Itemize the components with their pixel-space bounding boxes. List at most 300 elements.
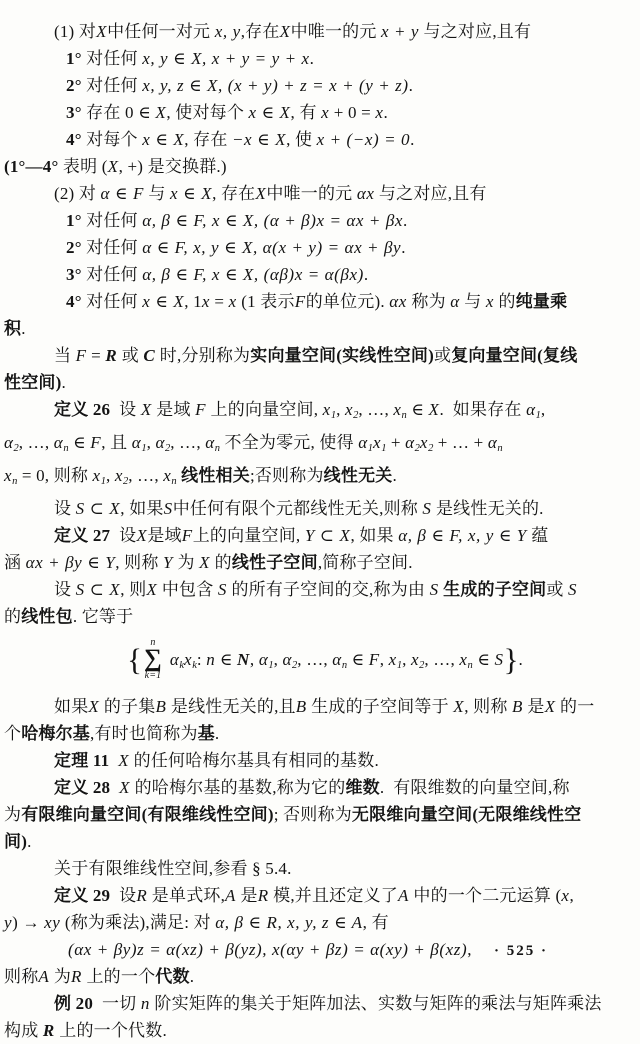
text-run: .: [410, 130, 415, 149]
text-run: 是: [522, 697, 545, 717]
generated-subspace-cont: [4, 603, 616, 630]
math-run: x, y, z ∈ X, (x + y) + z = x + (y + z): [142, 76, 409, 95]
text-run: 的子集: [99, 697, 156, 717]
text-run: .: [363, 265, 369, 284]
text-run: 线性子空间: [231, 553, 318, 572]
text-run: .: [61, 373, 66, 392]
text-run: k: [192, 660, 197, 672]
math-run: B: [511, 697, 523, 717]
example-20: [4, 990, 616, 1017]
text-run: 一切: [93, 994, 141, 1014]
math-run: X: [136, 526, 148, 545]
text-run: 设: [54, 580, 76, 599]
text-run: ,: [379, 650, 389, 670]
text-run: ,: [249, 650, 259, 670]
text-run: (称为乘法),满足: 对: [60, 913, 216, 933]
text-run: 2°: [66, 76, 82, 95]
axiom-2-4-cont: [4, 315, 616, 342]
math-run: Y ⊂ X: [304, 526, 351, 545]
definition-29: [4, 882, 616, 909]
text-run: 对任何: [81, 211, 143, 230]
text-run: 是域: [147, 526, 182, 545]
text-run: , 使对每个: [166, 103, 249, 122]
math-run: n: [206, 650, 216, 670]
definition-28-cont-1: [4, 801, 616, 828]
text-run: , …,: [128, 466, 164, 485]
math-run: α: [332, 650, 342, 670]
math-run: x: [344, 400, 354, 419]
text-run: 对每个: [81, 130, 143, 149]
math-run: S: [217, 580, 227, 599]
math-run: α: [205, 433, 215, 452]
math-run: R: [71, 967, 83, 987]
math-run: X: [107, 157, 119, 176]
math-run: X: [118, 751, 130, 771]
math-run: α, β ∈ F, x ∈ X, (α + β)x = αx + βx: [142, 211, 404, 230]
math-run: Y: [163, 553, 174, 572]
math-run: x: [228, 292, 237, 311]
text-run: , …,: [170, 433, 206, 452]
text-run: , 有: [362, 913, 389, 933]
math-run: αx: [356, 184, 375, 203]
text-run: 中任何有限个元都线性无关,则称: [172, 499, 423, 518]
text-run: 的哈梅尔基的基数,称为它的: [130, 778, 346, 798]
text-run: .: [401, 238, 406, 257]
text-run: 定义 29: [54, 886, 111, 906]
text-run: 对任何: [81, 49, 143, 68]
text-run: , 则称: [464, 697, 512, 717]
text-run: 中唯一的元: [266, 184, 357, 203]
axiom-1-1: [4, 45, 616, 72]
text-run: 对任何: [81, 265, 143, 284]
text-run: 积: [4, 319, 22, 338]
text-run: , …,: [18, 433, 54, 452]
text-run: , 则: [120, 580, 147, 599]
text-run: 4°: [66, 292, 82, 311]
text-run: (1) 对: [54, 22, 97, 41]
text-run: 1: [381, 443, 387, 454]
text-run: ∈: [68, 433, 91, 452]
text-run: , 存在: [212, 184, 256, 203]
text-run: 是: [236, 886, 258, 906]
text-run: 无限维向量空间(无限维线性空: [351, 805, 582, 825]
text-run: }: [503, 642, 519, 678]
text-run: 模,并且还定义了: [268, 886, 398, 906]
text-run: ,: [540, 400, 546, 419]
text-run: , 存在: [184, 130, 232, 149]
math-run: α, β ∈ F, x ∈ X, (αβ)x = α(βx): [142, 265, 364, 284]
axiom-2-1: [4, 207, 616, 234]
text-run: ) →: [12, 913, 45, 933]
text-run: 或: [433, 346, 452, 365]
math-run: (αx + βy)z = α(xz) + β(yz), x(αy + βz) = α(xy) + β(xz): [68, 940, 468, 960]
text-run: ,: [467, 940, 473, 960]
text-run: 的所有子空间的交,称为由: [227, 580, 430, 599]
text-run: 例 20: [54, 994, 94, 1014]
math-run: x ∈ X: [170, 184, 213, 203]
math-run: α: [164, 650, 180, 670]
text-run: 2: [292, 660, 298, 672]
text-run: . 如果存在: [439, 400, 527, 419]
text-run: 有限维向量空间(有限维线性空间): [21, 805, 274, 825]
text-run: 1: [100, 476, 106, 487]
text-run: n: [497, 443, 503, 454]
math-run: S: [429, 580, 439, 599]
text-run: ,: [402, 650, 411, 670]
text-run: .: [408, 76, 414, 95]
math-run: α, β ∈ R, x, y, z ∈ A: [215, 913, 363, 933]
text-run: 2: [353, 410, 359, 421]
text-run: 2°: [66, 238, 82, 257]
text-run: =: [86, 346, 106, 365]
text-run: , +) 是交换群.): [118, 157, 227, 176]
text-run: 2: [428, 443, 434, 454]
definition-26: [4, 396, 616, 429]
text-run: 1°: [66, 211, 82, 230]
math-run: X: [119, 778, 131, 798]
math-run: S ⊂ X: [75, 499, 121, 518]
page-content: [4, 18, 616, 1044]
math-run: S: [494, 650, 504, 670]
math-run: F: [294, 292, 306, 311]
math-run: αx: [389, 292, 407, 311]
math-run: αx + βy ∈ Y: [25, 553, 116, 572]
text-run: ,有时也简称为: [90, 724, 198, 744]
definition-26-cont-1: [4, 429, 616, 462]
text-run: 上的一个: [82, 967, 156, 987]
text-run: =: [209, 292, 229, 311]
text-run: 基: [197, 724, 215, 744]
remark-commutative-group: [4, 153, 616, 180]
text-run: 3°: [66, 265, 82, 284]
text-run: .: [27, 832, 32, 852]
text-run: 为: [173, 553, 200, 572]
text-run: 是单式环,: [147, 886, 226, 906]
text-run: 对任何: [81, 76, 143, 95]
real-complex-space-para: [4, 342, 616, 369]
hamel-basis-cont: [4, 720, 616, 747]
text-run: 涵: [4, 553, 26, 572]
math-run: x: [322, 400, 331, 419]
text-run: n: [341, 660, 348, 672]
text-run: 当: [54, 346, 76, 365]
definition-28-cont-2: [4, 828, 616, 855]
math-run: x: [201, 292, 210, 311]
math-run: X: [155, 103, 167, 122]
text-run: 3°: [66, 103, 82, 122]
math-run: x: [373, 433, 382, 452]
axiom-2-3: [4, 261, 616, 288]
text-run: 对任何: [81, 292, 143, 311]
text-run: 与之对应,且有: [374, 184, 487, 203]
text-run: ∈: [472, 650, 495, 670]
text-run: 维数: [345, 778, 380, 798]
text-run: 定义 27: [54, 526, 111, 545]
math-run: R: [42, 1021, 55, 1041]
math-run: x: [321, 103, 330, 122]
text-run: n: [467, 660, 473, 672]
axiom-group-2-intro: [4, 180, 616, 207]
math-run: R: [257, 886, 269, 906]
math-run: X: [453, 697, 465, 717]
text-run: + 0 =: [329, 103, 376, 122]
text-run: ,: [105, 466, 115, 485]
math-run: x ∈ X: [142, 292, 185, 311]
text-run: 4°: [66, 130, 82, 149]
text-run: 中包含: [157, 580, 218, 599]
text-run: (2) 对: [54, 184, 101, 203]
text-run: n: [12, 476, 18, 487]
math-run: F: [90, 433, 102, 452]
text-run: 为: [49, 967, 72, 987]
math-run: x: [388, 650, 397, 670]
axiom-group-1-intro: [4, 18, 616, 45]
math-run: F: [75, 346, 87, 365]
text-run: 2: [419, 660, 425, 672]
text-run: 蕴: [526, 526, 549, 545]
math-run: x: [92, 466, 101, 485]
axiom-2-4: [4, 288, 616, 315]
algebra-conclusion: [4, 963, 616, 990]
text-run: 中唯一的元: [290, 22, 382, 41]
math-run: α: [358, 433, 368, 452]
text-run: [109, 751, 118, 770]
text-run: 存在 0 ∈: [81, 103, 156, 122]
text-run: = 0, 则称: [17, 466, 93, 485]
text-run: n: [171, 476, 177, 487]
text-run: ;否则称为: [249, 466, 324, 485]
math-run: S: [422, 499, 432, 518]
text-run: :: [196, 650, 207, 670]
text-run: 是线性无关的.: [431, 499, 544, 518]
text-run: , …,: [358, 400, 394, 419]
text-run: 线性包: [21, 607, 73, 626]
math-run: y: [4, 913, 13, 933]
text-run: k: [179, 660, 185, 672]
text-run: (1°—4°: [4, 157, 59, 176]
text-run: 1: [396, 660, 403, 672]
text-run: 个: [4, 724, 22, 744]
math-run: x: [4, 466, 13, 485]
math-run: x ∈ X: [142, 130, 185, 149]
math-run: x: [410, 650, 420, 670]
math-run: F: [368, 650, 380, 670]
text-run: [110, 778, 119, 797]
math-run: α, β ∈ F, x, y ∈ Y: [398, 526, 527, 545]
math-run: X: [146, 580, 158, 599]
text-run: .: [214, 724, 220, 744]
math-run: α: [4, 433, 14, 452]
text-run: . 它等于: [72, 607, 134, 626]
math-run: R: [136, 886, 148, 906]
math-run: x, y: [214, 22, 241, 41]
axiom-1-3: [4, 99, 616, 126]
math-run: α: [526, 400, 536, 419]
text-run: ∈: [347, 650, 369, 670]
text-run: 上的向量空间,: [192, 526, 305, 545]
math-run: B: [155, 697, 167, 717]
text-run: 生成的子空间等于: [306, 697, 454, 717]
math-run: α: [487, 433, 498, 452]
text-run: 为: [4, 805, 22, 825]
math-run: x: [163, 466, 172, 485]
text-run: ,: [273, 650, 283, 670]
math-run: x + (−x) = 0: [316, 130, 411, 149]
linear-span-formula: [4, 630, 616, 693]
text-run: 2: [165, 443, 171, 454]
math-run: x: [459, 650, 468, 670]
text-run: + … +: [433, 433, 488, 452]
math-run: x + y: [381, 22, 420, 41]
math-run: X: [255, 184, 267, 203]
math-run: X: [544, 697, 556, 717]
axiom-1-4: [4, 126, 616, 153]
math-run: X: [96, 22, 108, 41]
math-run: x, y ∈ X, x + y = y + x: [142, 49, 310, 68]
text-run: {: [127, 642, 142, 678]
text-run: 表明 (: [58, 157, 108, 176]
math-run: x: [375, 103, 384, 122]
text-run: . 有限维数的向量空间,称: [379, 778, 570, 798]
math-run: x: [393, 400, 402, 419]
math-run: x: [419, 433, 429, 452]
text-run: 的一: [555, 697, 595, 717]
math-run: X: [428, 400, 440, 419]
text-run: 哈梅尔基: [21, 724, 91, 744]
text-run: 与: [459, 292, 486, 311]
math-run: X: [199, 553, 211, 572]
text-run: 设: [54, 499, 76, 518]
math-run: xy: [44, 913, 61, 933]
text-run: 1°: [66, 49, 82, 68]
text-run: 设: [110, 526, 137, 545]
text-run: .: [189, 967, 195, 987]
text-run: 1: [141, 443, 147, 454]
text-run: 关于有限维线性空间,参看 § 5.4.: [54, 859, 292, 879]
text-run: .: [392, 466, 397, 485]
text-run: 复向量空间(复线: [451, 346, 578, 365]
math-run: α: [155, 433, 166, 452]
math-run: C: [143, 346, 156, 365]
math-run: α: [450, 292, 460, 311]
math-run: α: [131, 433, 142, 452]
text-run: 或: [117, 346, 144, 365]
text-run: 不全为零元, 使得: [220, 433, 359, 452]
text-run: ∈: [406, 400, 429, 419]
text-run: .: [309, 49, 315, 68]
text-run: 线性无关: [323, 466, 393, 485]
text-run: ,: [146, 433, 156, 452]
text-run: , 如果: [350, 526, 399, 545]
text-run: 的单位元).: [305, 292, 390, 311]
text-run: 定义 26: [54, 400, 111, 419]
text-run: ; 否则称为: [273, 805, 352, 825]
text-run: 线性相关: [181, 466, 250, 485]
text-run: 与: [143, 184, 171, 203]
definition-27: [4, 522, 616, 549]
text-run: , 则称: [115, 553, 163, 572]
text-run: 定义 28: [54, 778, 111, 798]
text-run: 间): [4, 832, 28, 852]
axiom-2-2: [4, 234, 616, 261]
math-run: X: [88, 697, 100, 717]
text-run: 的: [494, 292, 516, 311]
text-run: 构成: [4, 1021, 43, 1041]
text-run: ,存在: [240, 22, 280, 41]
text-run: .: [403, 211, 408, 230]
text-run: 2: [123, 476, 129, 487]
math-run: x: [485, 292, 495, 311]
text-run: 2: [13, 443, 19, 454]
math-run: F: [195, 400, 207, 419]
math-run: −x ∈ X: [231, 130, 287, 149]
axiom-1-2: [4, 72, 616, 99]
definition-26-cont-2: [4, 462, 616, 495]
math-run: x: [561, 886, 570, 906]
linearly-independent-set-para: [4, 495, 616, 522]
math-run: A: [38, 967, 50, 987]
text-run: , 如果: [120, 499, 164, 518]
text-run: 上的向量空间,: [206, 400, 323, 419]
text-run: 或: [546, 580, 568, 599]
text-run: 上的一个代数.: [54, 1021, 167, 1041]
text-run: , …,: [297, 650, 333, 670]
text-run: .: [518, 650, 523, 670]
text-run: 称为: [406, 292, 451, 311]
text-run: 1: [268, 660, 274, 672]
text-run: 定理 11: [54, 751, 110, 771]
text-run: 与之对应,且有: [419, 22, 532, 41]
math-run: B: [295, 697, 307, 717]
math-run: F: [181, 526, 193, 545]
math-run: x: [184, 650, 193, 670]
text-run: 2: [414, 443, 420, 454]
text-run: ,简称子空间.: [317, 553, 413, 572]
math-run: α: [405, 433, 415, 452]
text-run: 性空间): [4, 373, 62, 392]
text-run: 时,分别称为: [155, 346, 251, 365]
text-run: n: [63, 443, 69, 454]
text-run: 纯量乘: [515, 292, 568, 311]
text-run: +: [386, 433, 406, 452]
text-run: , …,: [424, 650, 460, 670]
text-run: , 1: [184, 292, 202, 311]
text-run: , 且: [101, 433, 132, 452]
definition-28: [4, 774, 616, 801]
text-run: 设: [110, 400, 141, 419]
text-run: 1: [535, 410, 541, 421]
math-run: X: [140, 400, 152, 419]
text-run: 的: [210, 553, 232, 572]
text-run: 的任何哈梅尔基具有相同的基数.: [129, 751, 379, 771]
math-run: N: [237, 650, 250, 670]
text-run: 是线性无关的,且: [166, 697, 296, 717]
text-run: 生成的子空间: [443, 580, 547, 599]
text-run: n: [214, 443, 221, 454]
text-run: , 有: [290, 103, 322, 122]
real-complex-space-cont: [4, 369, 616, 396]
text-run: (1 表示: [236, 292, 295, 311]
math-run: α ∈ F: [100, 184, 144, 203]
definition-27-cont: [4, 549, 616, 576]
math-run: X: [279, 22, 291, 41]
math-run: A: [225, 886, 237, 906]
math-run: α: [53, 433, 64, 452]
see-section-5-4: [4, 855, 616, 882]
text-run: 阶实矩阵的集关于矩阵加法、实数与矩阵的乘法与矩阵乘法: [149, 994, 602, 1014]
text-run: ,: [569, 886, 574, 906]
summation-symbol: n ∑ k=1: [143, 637, 162, 681]
